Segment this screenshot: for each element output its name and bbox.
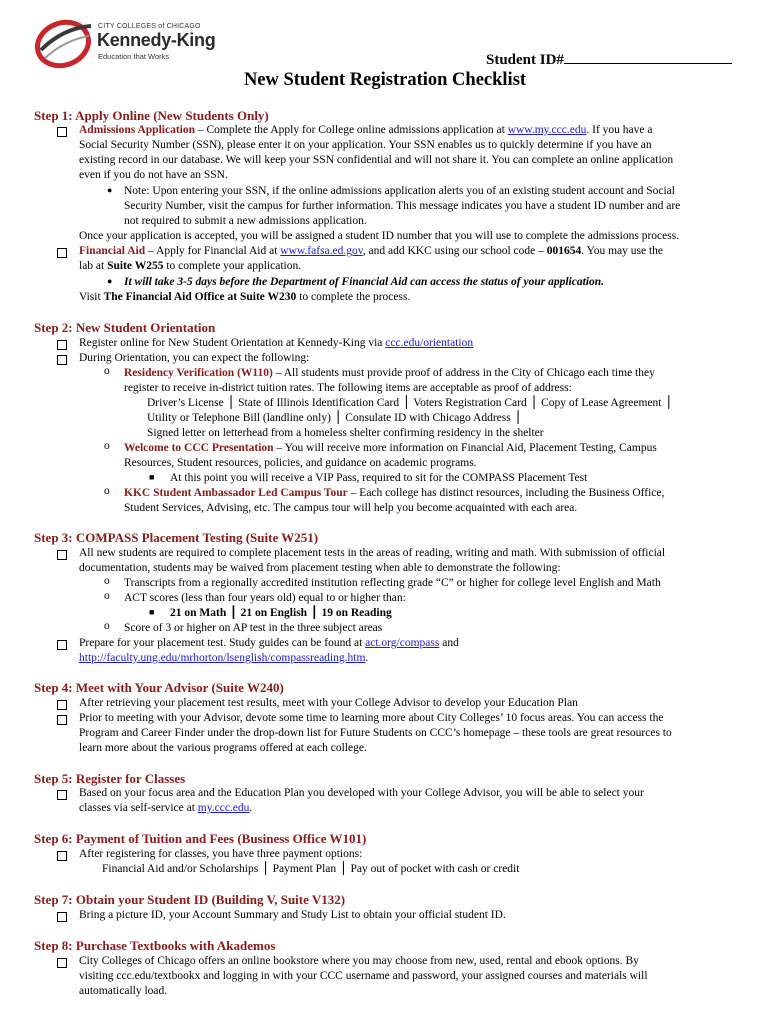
step1-note: not required to submit a new admissions application.	[124, 215, 367, 227]
step1-line: lab at Suite W255 to complete your application.	[79, 260, 302, 272]
step8-line: City Colleges of Chicago offers an online bookstore where you may choose from new, used, rental and ebook options. By	[79, 955, 639, 967]
step2-line: Resources, Student resources, policies, and guidance on academic programs.	[124, 457, 477, 469]
step4-line: learn more about the various programs offered at each college.	[79, 742, 367, 754]
step6-heading: Step 6: Payment of Tuition and Fees (Business Office W101)	[34, 831, 367, 846]
checkbox[interactable]	[57, 912, 67, 922]
kennedy-king-logo	[35, 18, 225, 70]
step2-line: Student Services, Advising, etc. The campus tour will help you become acquainted with each area.	[124, 502, 578, 514]
step4-line: Program and Career Finder under the drop-down list for Future Students on CCC’s homepage – these tools are great resources to	[79, 727, 672, 739]
bullet-icon: ●	[107, 185, 113, 195]
checkbox[interactable]	[57, 355, 67, 365]
my-ccc-link[interactable]: www.my.ccc.edu	[507, 124, 587, 136]
circle-bullet-icon: o	[104, 575, 110, 587]
orientation-link[interactable]: ccc.edu/orientation	[385, 337, 474, 349]
step8-line: visiting ccc.edu/textbookx and logging in with your CCC username and password, your assigned courses and materials will	[79, 970, 648, 982]
checkbox[interactable]	[57, 127, 67, 137]
page-title: New Student Registration Checklist	[243, 70, 527, 90]
step1-fa-note: It will take 3-5 days before the Department of Financial Aid can access the status of your application.	[124, 276, 605, 288]
step2-address-items: Utility or Telephone Bill (landline only) ⎪ Consulate ID with Chicago Address ⎪	[147, 412, 523, 424]
logo-line1: CITY COLLEGES of CHICAGO	[98, 23, 201, 30]
my-ccc-link[interactable]: my.ccc.edu	[197, 802, 250, 814]
step1-heading: Step 1: Apply Online (New Students Only)	[34, 108, 269, 123]
square-bullet-icon: ■	[149, 472, 155, 482]
step3-line: documentation, students may be waived from placement testing when able to demonstrate the following:	[79, 562, 561, 574]
checkbox[interactable]	[57, 715, 67, 725]
step3-line: http://faculty.ung.edu/mrhorton/lsenglish/compassreading.htm.	[79, 652, 369, 664]
step1-line: Social Security Number (SSN), please enter it on your application. Your SSN enables us to quickly determine if you have an	[79, 139, 652, 151]
step7-line: Bring a picture ID, your Account Summary and Study List to obtain your official student ID.	[79, 909, 506, 921]
step3-line: ACT scores (less than four years old) equal to or higher than:	[124, 592, 406, 604]
logo-line2: Kennedy-King	[97, 30, 216, 50]
fafsa-link[interactable]: www.fafsa.ed.gov	[280, 245, 363, 257]
compass-reading-link[interactable]: http://faculty.ung.edu/mrhorton/lsenglish/compassreading.htm	[79, 652, 366, 664]
circle-bullet-icon: o	[104, 485, 110, 497]
step1-line: Financial Aid – Apply for Financial Aid at www.fafsa.ed.gov, and add KKC using our school code – 001654. You may use the	[79, 245, 664, 257]
student-id-blank[interactable]	[564, 51, 732, 64]
circle-bullet-icon: o	[104, 590, 110, 602]
step6-line: After registering for classes, you have three payment options:	[79, 848, 363, 860]
step4-line: After retrieving your placement test results, meet with your College Advisor to develop your Education Plan	[79, 697, 578, 709]
logo-line3: Education that Works	[98, 52, 170, 61]
step2-address-items: Driver’s License ⎪ State of Illinois Identification Card ⎪ Voters Registration Card ⎪ Copy of Lease Agreement ⎪	[147, 397, 674, 409]
step3-line: All new students are required to complete placement tests in the areas of reading, writing and math. With submission of official	[79, 547, 666, 559]
payment-options: Financial Aid and/or Scholarships ⎪ Payment Plan ⎪ Pay out of pocket with cash or credit	[102, 863, 520, 875]
checkbox[interactable]	[57, 640, 67, 650]
checkbox[interactable]	[57, 790, 67, 800]
square-bullet-icon: ■	[149, 607, 155, 617]
bullet-icon: ●	[107, 276, 113, 286]
step5-line: Based on your focus area and the Education Plan you developed with your College Advisor, you will be able to select your	[79, 787, 644, 799]
logo-swoosh-icon	[35, 18, 95, 70]
step2-line: Residency Verification (W110) – All students must provide proof of address in the City of Chicago each time they	[124, 367, 655, 379]
checkbox[interactable]	[57, 550, 67, 560]
step2-line: register to receive in-district tuition rates. The following items are acceptable as proof of address:	[124, 382, 572, 394]
step1-line: existing record in our database. We will keep your SSN confidential and will not share it. You can complete an online application	[79, 154, 674, 166]
step4-heading: Step 4: Meet with Your Advisor (Suite W240)	[34, 680, 284, 695]
circle-bullet-icon: o	[104, 620, 110, 632]
act-scores: 21 on Math ⎪ 21 on English ⎪ 19 on Reading	[170, 607, 392, 619]
step2-line: Register online for New Student Orientation at Kennedy-King via ccc.edu/orientation	[79, 337, 474, 349]
step1-line: Visit The Financial Aid Office at Suite W230 to complete the process.	[79, 291, 411, 303]
checkbox[interactable]	[57, 248, 67, 258]
circle-bullet-icon: o	[104, 440, 110, 452]
step5-line: classes via self-service at my.ccc.edu.	[79, 802, 253, 814]
step1-note: Security Number, visit the campus for further information. This message indicates you have a student ID number and are	[124, 200, 681, 212]
step2-line: During Orientation, you can expect the following:	[79, 352, 310, 364]
step1-note: Note: Upon entering your SSN, if the online admissions application alerts you of an existing student account and Social	[124, 185, 675, 197]
step8-heading: Step 8: Purchase Textbooks with Akademos	[34, 938, 276, 953]
checkbox[interactable]	[57, 851, 67, 861]
step3-line: Transcripts from a regionally accredited institution reflecting grade “C” or higher for college level English and Math	[124, 577, 661, 589]
step2-line: KKC Student Ambassador Led Campus Tour – Each college has distinct resources, including the Business Office,	[124, 487, 665, 499]
step1-line: even if you do not have an SSN.	[79, 169, 228, 181]
step2-line: At this point you will receive a VIP Pass, required to sit for the COMPASS Placement Test	[170, 472, 588, 484]
checkbox[interactable]	[57, 340, 67, 350]
step4-line: Prior to meeting with your Advisor, devote some time to learning more about City Colleges’ 10 focus areas. You can access the	[79, 712, 664, 724]
step3-heading: Step 3: COMPASS Placement Testing (Suite W251)	[34, 530, 319, 545]
step5-heading: Step 5: Register for Classes	[34, 771, 186, 786]
step7-heading: Step 7: Obtain your Student ID (Building V, Suite V132)	[34, 892, 346, 907]
step3-line: Prepare for your placement test. Study guides can be found at act.org/compass and	[79, 637, 459, 649]
checkbox[interactable]	[57, 700, 67, 710]
step8-line: automatically load.	[79, 985, 168, 997]
step1-line: Admissions Application – Complete the Apply for College online admissions application at www.my.ccc.edu. If you have a	[79, 124, 653, 136]
act-compass-link[interactable]: act.org/compass	[365, 637, 440, 649]
step2-address-items: Signed letter on letterhead from a homeless shelter confirming residency in the shelter	[147, 427, 544, 439]
step1-line: Once your application is accepted, you will be assigned a student ID number that you will use to complete the admissions process.	[79, 230, 680, 242]
student-id-field[interactable]	[486, 51, 732, 69]
step2-heading: Step 2: New Student Orientation	[34, 320, 216, 335]
student-id-label: Student ID#	[486, 52, 564, 68]
checkbox[interactable]	[57, 958, 67, 968]
step3-line: Score of 3 or higher on AP test in the three subject areas	[124, 622, 383, 634]
step2-line: Welcome to CCC Presentation – You will receive more information on Financial Aid, Placement Testing, Campus	[124, 442, 657, 454]
circle-bullet-icon: o	[104, 365, 110, 377]
